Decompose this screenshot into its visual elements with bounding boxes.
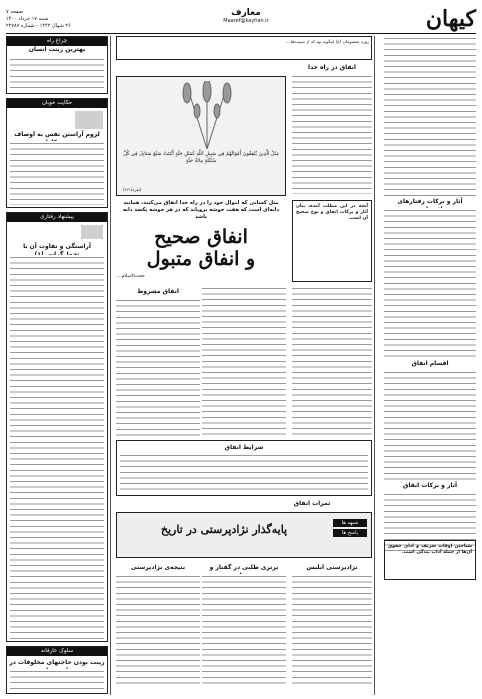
article-text: [292, 574, 372, 686]
side-box-text: آنچه در این مطلب آمده، بیان آثار و برکات انفاق و نوع صحیح آن است.: [296, 204, 368, 222]
author-byline: حجت‌الاسلام ...: [116, 274, 145, 279]
feature-banner: [116, 512, 372, 558]
sidebar-box: [6, 98, 108, 208]
side-box: [292, 200, 372, 282]
article-text: [10, 255, 104, 639]
issue-meta: [6, 9, 71, 30]
sub-heading: انفاق مشروط: [137, 288, 179, 295]
box-title: چراغ راه: [7, 37, 107, 46]
intro-box: [116, 36, 372, 60]
masthead: [6, 6, 476, 34]
sub-heading: ثمرات انفاق: [293, 500, 331, 507]
right-column: [384, 36, 476, 695]
left-column: [6, 36, 108, 695]
ayah-reference: (بقره/۲۶۱): [123, 187, 142, 192]
sub-heading: برتری طلبی در گفتار و: [209, 564, 279, 571]
center-area: [116, 36, 372, 695]
article-text: [116, 574, 200, 686]
ayah-text: مَثَلُ الَّذِينَ يُنْفِقُونَ أَمْوَالَهُمْ فِي سَبِيلِ اللَّهِ كَمَثَلِ حَبَّةٍ أَنْبَتَتْ سَبْعَ سَنَابِلَ فِي كُلِّ سُنْبُلَةٍ مِائَةُ حَبَّةٍ: [123, 151, 279, 164]
sidebar-box: [6, 36, 108, 94]
box-headline: لزوم آراستن نفس به اوصاف: [14, 131, 100, 138]
article-text: [202, 286, 286, 436]
article-text: [292, 286, 372, 436]
date-line: شنبه ۱۷ خرداد ۱۴۰۰: [6, 16, 49, 22]
article-text: [384, 370, 476, 480]
section-url: Maaref@kayhan.ir: [223, 18, 269, 24]
quote-text: شناختن اوقات شریف و ادای حقوق آن‌ها از جمله آداب بندگی است.: [388, 544, 472, 555]
box-title: حکایت خوبان: [7, 99, 107, 108]
box-headline: آراستگی و تفاوت آن با: [23, 243, 91, 250]
issue-line: ۲۶ شوال ۱۴۴۲ - شماره ۲۲۷۸۷: [6, 23, 71, 29]
main-headline: [116, 226, 286, 270]
headline-line: و انفاق متبول: [146, 248, 256, 270]
center-callout: [116, 440, 372, 496]
box-subtitle: بهترین زینت انسان: [28, 46, 86, 53]
tag-label: شبهه ها: [333, 519, 367, 527]
article-text: [120, 453, 368, 493]
sub-heading: نتیجه‌ی نژادپرستی: [130, 564, 186, 571]
article-text: [384, 208, 476, 358]
feature-title: پایه‌گذار نژادپرستی در تاریخ: [160, 523, 288, 536]
box-title: پیشنهاد رفتاری: [7, 213, 107, 222]
sidebar-box: [6, 212, 108, 642]
headline-line: انفاق صحیح: [154, 226, 248, 248]
box-title: سلوک عارفانه: [7, 647, 107, 656]
article-heading: آثار و برکات انفاق: [402, 482, 457, 489]
tag-label: پاسخ ها: [333, 529, 367, 537]
article-text: [10, 141, 104, 205]
ayah-translation: مثل کسانی که اموال خود را در راه خدا انفاق می‌کنند، همانند دانه‌ای است که هفت خوشه برویاند که در هر خوشه یکصد دانه باشد: [122, 200, 280, 220]
wheat-icon: [157, 81, 257, 151]
newspaper-logo: کیهان: [425, 6, 476, 32]
ayah-panel: [116, 76, 286, 196]
checkbox-icon: [81, 225, 103, 239]
page-label: صفحه ۷: [6, 9, 23, 15]
quote-box: [384, 540, 476, 580]
article-text: [116, 298, 200, 436]
sub-heading: شرایط انفاق: [224, 444, 264, 451]
column-divider: [110, 36, 111, 695]
sub-heading: نژادپرستی ابلیس: [306, 564, 358, 571]
article-heading: اقسام انفاق: [411, 360, 449, 367]
section-title: معارف: [231, 8, 261, 18]
article-heading: آثار و برکات رفتارهای: [397, 198, 463, 205]
article-text: [10, 57, 104, 91]
article-text: [292, 74, 372, 194]
ayah-heading: انفاق در راه خدا: [308, 64, 356, 71]
box-headline: زینت بودن حاجتهای مخلوقات در: [9, 659, 105, 666]
section-header: [196, 8, 296, 24]
article-text: [384, 36, 476, 196]
intro-text: روزه معصومان (ع) اینگونه بود که از سپیده‌ها....: [285, 39, 369, 44]
feather-icon: [75, 111, 103, 129]
article-text: [202, 574, 286, 686]
article-text: [10, 669, 104, 691]
sidebar-box: [6, 646, 108, 694]
column-divider: [374, 36, 375, 695]
